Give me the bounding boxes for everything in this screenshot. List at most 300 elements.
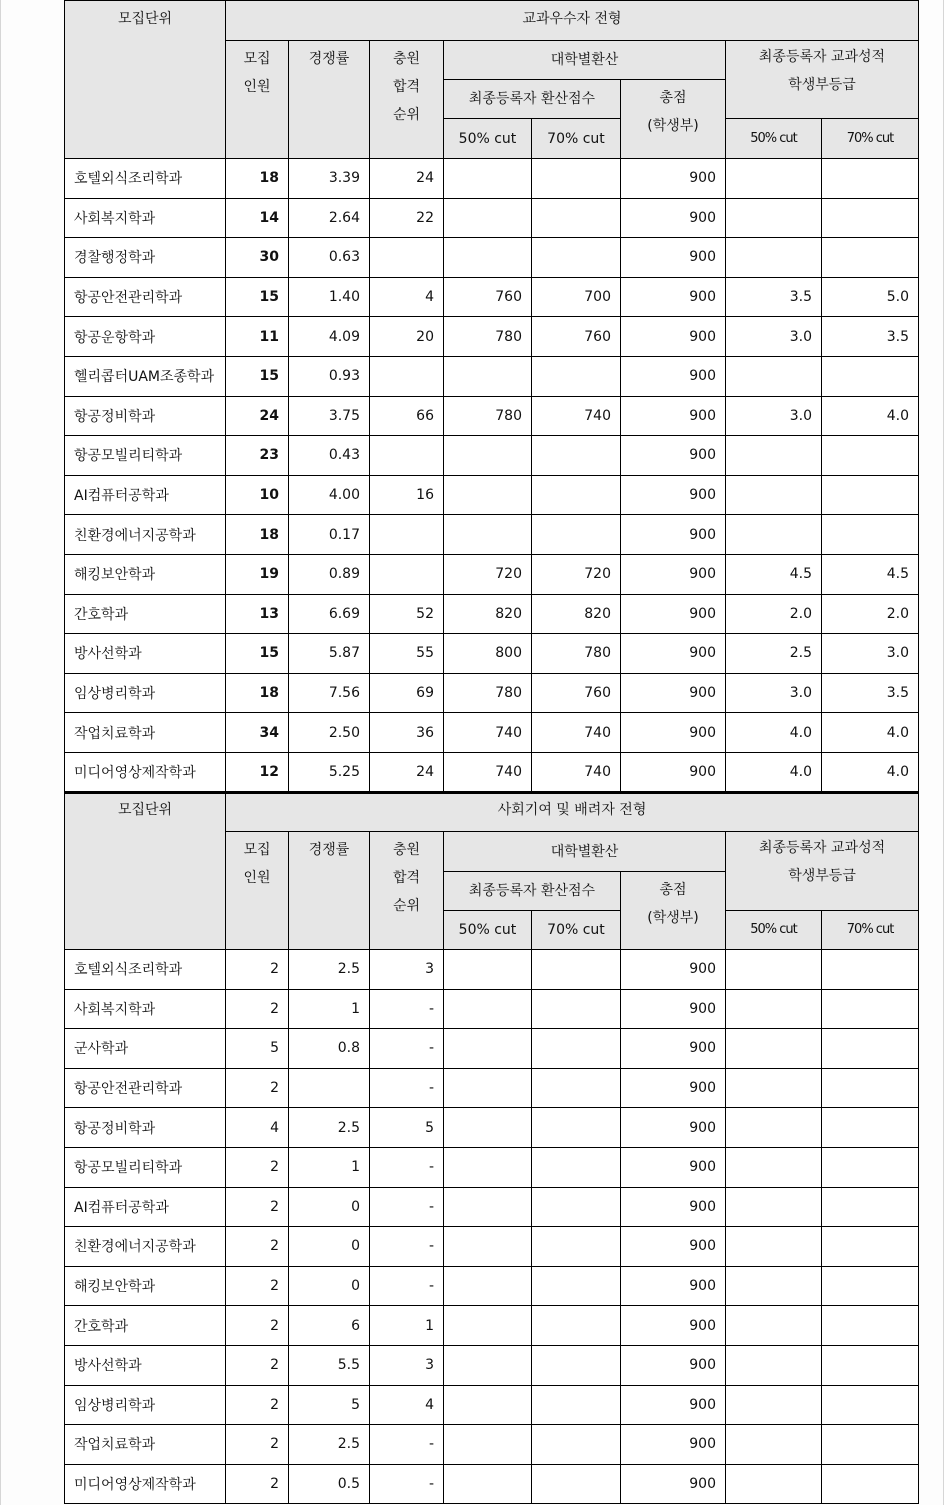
unit-name: 임상병리학과 [65,1385,226,1425]
table-row [65,1187,919,1227]
rank: 1 [370,1306,444,1346]
grade-70-cut: 4.5 [822,554,919,594]
competition-rate: 2.64 [289,198,370,238]
unit-name: 작업치료학과 [65,1425,226,1465]
table-header [65,793,919,950]
unit-name: 호텔외식조리학과 [65,159,226,199]
score-70-cut [532,1464,621,1504]
recruit-count: 5 [226,1029,289,1069]
score-50-cut [444,1068,532,1108]
table-row [65,1425,919,1465]
rank: 24 [370,159,444,199]
grade-50-cut [726,1425,822,1465]
competition-rate: 1 [289,1147,370,1187]
competition-rate: 0.63 [289,238,370,278]
unit-name: 해킹보안학과 [65,1266,226,1306]
total-score: 900 [621,1266,726,1306]
total-score: 900 [621,1147,726,1187]
recruit-count: 23 [226,436,289,476]
total-score: 900 [621,554,726,594]
score-50-cut [444,1147,532,1187]
score-70-cut: 780 [532,634,621,674]
recruit-count: 13 [226,594,289,634]
table-row [65,1029,919,1069]
rank: 20 [370,317,444,357]
grade-70-cut [822,159,919,199]
rank: - [370,1068,444,1108]
recruit-count: 18 [226,515,289,555]
recruit-count: 2 [226,1147,289,1187]
table-row [65,1464,919,1504]
total-score: 900 [621,436,726,476]
table-row [65,198,919,238]
recruit-count: 2 [226,1385,289,1425]
table-row [65,277,919,317]
grade-50-cut: 2.0 [726,594,822,634]
table-row [65,634,919,674]
grade-50-cut: 3.0 [726,317,822,357]
score-70-cut [532,1029,621,1069]
grade-50-cut [726,1306,822,1346]
recruit-count: 15 [226,634,289,674]
table-row [65,396,919,436]
recruit-count: 15 [226,277,289,317]
competition-rate: 4.00 [289,475,370,515]
grade-50-cut [726,1464,822,1504]
score-50-cut [444,159,532,199]
grade-70-cut [822,989,919,1029]
grade-cut50-header: 50% cut [726,911,822,950]
competition-rate: 0.93 [289,356,370,396]
score-70-cut [532,1068,621,1108]
unit-name: 임상병리학과 [65,673,226,713]
recruit-count: 2 [226,1227,289,1267]
grade-70-cut [822,1029,919,1069]
grade-50-cut: 3.0 [726,673,822,713]
score-50-cut [444,436,532,476]
score-50-cut [444,1108,532,1148]
total-score: 900 [621,1187,726,1227]
unit-name: 경찰행정학과 [65,238,226,278]
grade-50-cut [726,1227,822,1267]
total-score: 900 [621,1345,726,1385]
score-70-cut: 700 [532,277,621,317]
competition-rate: 5 [289,1385,370,1425]
grade-70-cut [822,1385,919,1425]
grade-70-cut [822,1187,919,1227]
grade-70-cut: 4.0 [822,396,919,436]
rank: 52 [370,594,444,634]
score-70-cut [532,1147,621,1187]
score-70-cut [532,475,621,515]
total-score: 900 [621,1068,726,1108]
score-70-cut [532,1227,621,1267]
score-70-cut: 760 [532,317,621,357]
score-70-cut: 740 [532,396,621,436]
recruit-count: 2 [226,950,289,990]
grade-50-cut [726,1147,822,1187]
table-row [65,1227,919,1267]
score-70-cut [532,238,621,278]
rank: - [370,1227,444,1267]
grade-50-cut [726,1068,822,1108]
grade-70-cut [822,1147,919,1187]
cut70-header: 70% cut [532,911,621,950]
rank: 22 [370,198,444,238]
grade-70-cut [822,198,919,238]
unit-name: 사회복지학과 [65,989,226,1029]
unit-name: 헬리콥터UAM조종학과 [65,356,226,396]
recruit-count: 24 [226,396,289,436]
competition-rate: 2.5 [289,1425,370,1465]
score-70-cut: 760 [532,673,621,713]
recruit-count: 30 [226,238,289,278]
table-header [65,1,919,159]
total-score: 900 [621,317,726,357]
total-score: 900 [621,396,726,436]
unit-name: 작업치료학과 [65,713,226,753]
grade-50-cut [726,159,822,199]
grade-50-cut [726,1266,822,1306]
total-score: 900 [621,238,726,278]
rank: 5 [370,1108,444,1148]
grade-70-cut [822,1425,919,1465]
score-50-cut: 780 [444,396,532,436]
total-score: 900 [621,634,726,674]
score-70-cut: 720 [532,554,621,594]
recruit-header: 모집 인원 [226,41,289,159]
score-70-cut [532,1345,621,1385]
recruit-count: 2 [226,1345,289,1385]
score-70-cut: 740 [532,713,621,753]
score-70-cut [532,1108,621,1148]
unit-name: 항공정비학과 [65,1108,226,1148]
grade-50-cut [726,950,822,990]
unit-header: 모집단위 [65,793,226,950]
grade-header: 최종등록자 교과성적 학생부등급 [726,832,919,911]
table-row [65,594,919,634]
total-score: 900 [621,713,726,753]
score-70-cut [532,950,621,990]
score-50-cut: 740 [444,713,532,753]
competition-rate [289,1068,370,1108]
grade-70-cut [822,436,919,476]
score-50-cut [444,1345,532,1385]
table-row [65,554,919,594]
conversion-header: 대학별환산 [444,41,726,80]
table-row [65,713,919,753]
unit-header: 모집단위 [65,1,226,159]
total-score: 900 [621,1227,726,1267]
grade-70-cut [822,1345,919,1385]
recruit-count: 2 [226,1306,289,1346]
recruit-count: 18 [226,673,289,713]
score-50-cut [444,515,532,555]
grade-70-cut [822,1068,919,1108]
total-score: 900 [621,1029,726,1069]
rank: 69 [370,673,444,713]
grade-50-cut: 2.5 [726,634,822,674]
admission-table-academic-excellence [64,0,919,793]
table-row [65,989,919,1029]
score-50-cut [444,356,532,396]
unit-name: 호텔외식조리학과 [65,950,226,990]
table-row [65,317,919,357]
score-50-cut [444,989,532,1029]
grade-50-cut: 3.5 [726,277,822,317]
grade-70-cut: 4.0 [822,713,919,753]
table-row [65,950,919,990]
score-70-cut [532,198,621,238]
grade-50-cut: 4.0 [726,752,822,792]
recruit-count: 2 [226,1425,289,1465]
unit-name: 방사선학과 [65,1345,226,1385]
table-row [65,1068,919,1108]
grade-70-cut [822,515,919,555]
competition-rate: 5.87 [289,634,370,674]
grade-70-cut: 4.0 [822,752,919,792]
total-score: 900 [621,752,726,792]
grade-cut70-header: 70% cut [822,119,919,159]
table-row [65,1266,919,1306]
score-70-cut [532,159,621,199]
score-50-cut: 800 [444,634,532,674]
unit-name: 해킹보안학과 [65,554,226,594]
grade-70-cut: 2.0 [822,594,919,634]
grade-50-cut: 3.0 [726,396,822,436]
recruit-count: 12 [226,752,289,792]
cut70-header: 70% cut [532,119,621,159]
rank: - [370,1029,444,1069]
score-70-cut [532,1306,621,1346]
competition-rate: 6.69 [289,594,370,634]
recruit-count: 2 [226,1187,289,1227]
competition-rate: 1 [289,989,370,1029]
score-50-cut: 740 [444,752,532,792]
unit-name: 항공안전관리학과 [65,1068,226,1108]
table-body [65,159,919,793]
grade-50-cut [726,238,822,278]
recruit-count: 11 [226,317,289,357]
rank: 16 [370,475,444,515]
admission-table-social-contribution [64,791,919,1504]
table-row [65,1306,919,1346]
total-score: 900 [621,277,726,317]
total-score: 900 [621,475,726,515]
grade-70-cut: 5.0 [822,277,919,317]
table-row [65,475,919,515]
score-50-cut [444,1187,532,1227]
score-50-cut [444,1306,532,1346]
competition-rate: 0 [289,1227,370,1267]
total-score: 900 [621,989,726,1029]
unit-name: 항공운항학과 [65,317,226,357]
competition-rate: 6 [289,1306,370,1346]
rank: - [370,1425,444,1465]
grade-50-cut [726,356,822,396]
score-50-cut [444,1029,532,1069]
competition-rate: 1.40 [289,277,370,317]
total-score: 900 [621,198,726,238]
score-50-cut [444,1385,532,1425]
grade-50-cut [726,436,822,476]
conversion-header: 대학별환산 [444,832,726,872]
rank [370,436,444,476]
score-50-cut: 760 [444,277,532,317]
table-row [65,1385,919,1425]
table-row [65,1147,919,1187]
rank: 4 [370,1385,444,1425]
competition-rate: 0.43 [289,436,370,476]
table-body [65,950,919,1504]
grade-50-cut [726,475,822,515]
unit-name: 간호학과 [65,1306,226,1346]
track-title: 교과우수자 전형 [226,1,919,41]
grade-70-cut [822,1266,919,1306]
table-row [65,238,919,278]
rank: - [370,1187,444,1227]
competition-rate: 0 [289,1266,370,1306]
score-70-cut [532,515,621,555]
score-50-cut [444,1227,532,1267]
rank [370,554,444,594]
rank: 3 [370,950,444,990]
recruit-count: 2 [226,989,289,1029]
score-70-cut [532,1187,621,1227]
grade-70-cut: 3.5 [822,317,919,357]
competition-rate: 5.5 [289,1345,370,1385]
recruit-count: 2 [226,1464,289,1504]
table-row [65,436,919,476]
total-header: 총점 (학생부) [621,80,726,159]
table-row [65,515,919,555]
recruit-count: 4 [226,1108,289,1148]
total-score: 900 [621,673,726,713]
table-row [65,1108,919,1148]
grade-50-cut [726,198,822,238]
grade-70-cut [822,1108,919,1148]
unit-name: 항공정비학과 [65,396,226,436]
unit-name: 친환경에너지공학과 [65,515,226,555]
table-row [65,356,919,396]
grade-50-cut [726,1108,822,1148]
final-score-header: 최종등록자 환산점수 [444,80,621,119]
competition-rate: 0.8 [289,1029,370,1069]
grade-70-cut [822,1227,919,1267]
unit-name: AI컴퓨터공학과 [65,475,226,515]
competition-rate: 7.56 [289,673,370,713]
unit-name: 미디어영상제작학과 [65,1464,226,1504]
total-score: 900 [621,515,726,555]
grade-50-cut [726,1187,822,1227]
competition-rate: 0.17 [289,515,370,555]
total-score: 900 [621,1464,726,1504]
unit-name: 간호학과 [65,594,226,634]
rank: 36 [370,713,444,753]
score-50-cut: 720 [444,554,532,594]
grade-70-cut [822,356,919,396]
score-70-cut [532,1425,621,1465]
page-edge-left [0,0,1,1505]
total-score: 900 [621,594,726,634]
rate-header: 경쟁률 [289,41,370,159]
grade-50-cut: 4.5 [726,554,822,594]
unit-name: 군사학과 [65,1029,226,1069]
rank: - [370,989,444,1029]
total-header: 총점 (학생부) [621,872,726,950]
total-score: 900 [621,950,726,990]
competition-rate: 2.50 [289,713,370,753]
table-row [65,159,919,199]
competition-rate: 0.5 [289,1464,370,1504]
total-score: 900 [621,356,726,396]
unit-name: 사회복지학과 [65,198,226,238]
recruit-count: 15 [226,356,289,396]
track-title: 사회기여 및 배려자 전형 [226,793,919,832]
rank-header: 충원 합격 순위 [370,41,444,159]
total-score: 900 [621,1385,726,1425]
table-row [65,673,919,713]
score-50-cut [444,198,532,238]
competition-rate: 5.25 [289,752,370,792]
score-70-cut [532,436,621,476]
unit-name: AI컴퓨터공학과 [65,1187,226,1227]
recruit-count: 2 [226,1266,289,1306]
cut50-header: 50% cut [444,119,532,159]
score-70-cut [532,989,621,1029]
score-50-cut [444,1464,532,1504]
competition-rate: 4.09 [289,317,370,357]
competition-rate: 3.75 [289,396,370,436]
score-50-cut [444,950,532,990]
unit-name: 항공모빌리티학과 [65,1147,226,1187]
score-70-cut [532,1385,621,1425]
unit-name: 항공안전관리학과 [65,277,226,317]
score-50-cut: 780 [444,317,532,357]
unit-name: 미디어영상제작학과 [65,752,226,792]
unit-name: 항공모빌리티학과 [65,436,226,476]
total-score: 900 [621,1108,726,1148]
grade-cut70-header: 70% cut [822,911,919,950]
score-50-cut: 780 [444,673,532,713]
rank: 3 [370,1345,444,1385]
score-50-cut [444,1425,532,1465]
unit-name: 방사선학과 [65,634,226,674]
total-score: 900 [621,159,726,199]
grade-70-cut [822,950,919,990]
recruit-count: 19 [226,554,289,594]
score-50-cut [444,238,532,278]
recruit-count: 10 [226,475,289,515]
score-70-cut [532,1266,621,1306]
grade-70-cut [822,1306,919,1346]
table-row [65,752,919,792]
grade-50-cut [726,515,822,555]
rank: - [370,1464,444,1504]
score-70-cut: 740 [532,752,621,792]
grade-50-cut: 4.0 [726,713,822,753]
recruit-count: 18 [226,159,289,199]
rank: 66 [370,396,444,436]
grade-70-cut [822,475,919,515]
unit-name: 친환경에너지공학과 [65,1227,226,1267]
rank [370,356,444,396]
total-score: 900 [621,1425,726,1465]
grade-50-cut [726,1345,822,1385]
grade-70-cut: 3.0 [822,634,919,674]
recruit-header: 모집 인원 [226,832,289,950]
rank [370,238,444,278]
